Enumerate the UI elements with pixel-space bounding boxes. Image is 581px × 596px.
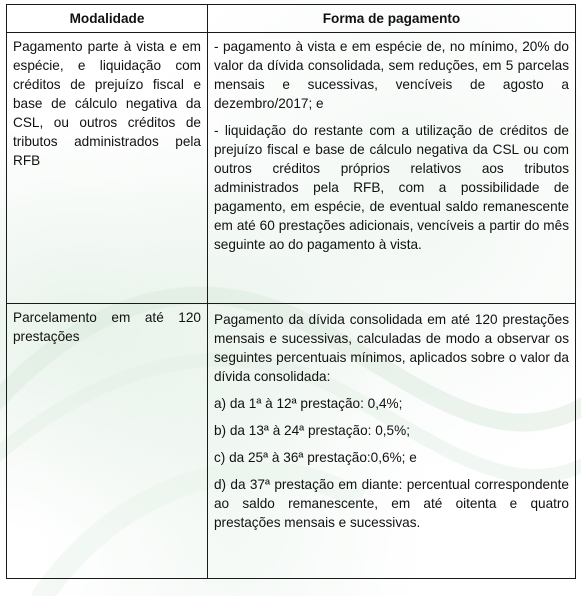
forma-pagamento-cell	[208, 304, 576, 579]
modalidade-text: Pagamento parte à vista e em espécie, e liquidação com créditos de prejuízo fiscal e base de cálculo negativa da CSL, ou outros créditos de tributos administrados pela RFB	[13, 39, 201, 168]
table-row	[7, 304, 576, 579]
header-forma-pagamento: Forma de pagamento	[208, 5, 576, 33]
header-modalidade: Modalidade	[7, 5, 208, 33]
forma-paragraph: - pagamento à vista e em espécie de, no mínimo, 20% do valor da dívida consolidada, sem reduções, em 5 parcelas mensais e sucessivas, vencíveis de agosto a dezembro/2017; e	[214, 39, 569, 111]
forma-paragraph: - liquidação do restante com a utilização de créditos de prejuízo fiscal e base de cálculo negativa da CSL ou com outros créditos próprios relativos aos tributos administrados pela RFB, com a possibilidade de pagamento, em espécie, de eventual saldo remanescente em até 60 prestações adicionais, vencíveis a partir do mês seguinte ao do pagamento à vista.	[214, 123, 569, 252]
forma-paragraph: Pagamento da dívida consolidada em até 120 prestações mensais e sucessivas, calculadas de modo a observar os seguintes percentuais mínimos, aplicados sobre o valor da dívida consolidada:	[214, 312, 569, 384]
modalidade-text: Parcelamento em até 120 prestações	[13, 310, 201, 344]
modalidade-cell	[7, 304, 208, 579]
forma-paragraph: b) da 13ª à 24ª prestação: 0,5%;	[214, 423, 410, 438]
forma-paragraph: a) da 1ª à 12ª prestação: 0,4%;	[214, 396, 403, 411]
forma-paragraph: c) da 25ª à 36ª prestação:0,6%; e	[214, 450, 417, 465]
forma-pagamento-cell	[208, 33, 576, 304]
payment-modalities-table	[6, 4, 576, 579]
table-row	[7, 33, 576, 304]
table-header-row	[7, 5, 576, 33]
modalidade-cell	[7, 33, 208, 304]
forma-paragraph: d) da 37ª prestação em diante: percentual correspondente ao saldo remanescente, em até oitenta e quatro prestações mensais e sucessivas.	[214, 477, 569, 530]
